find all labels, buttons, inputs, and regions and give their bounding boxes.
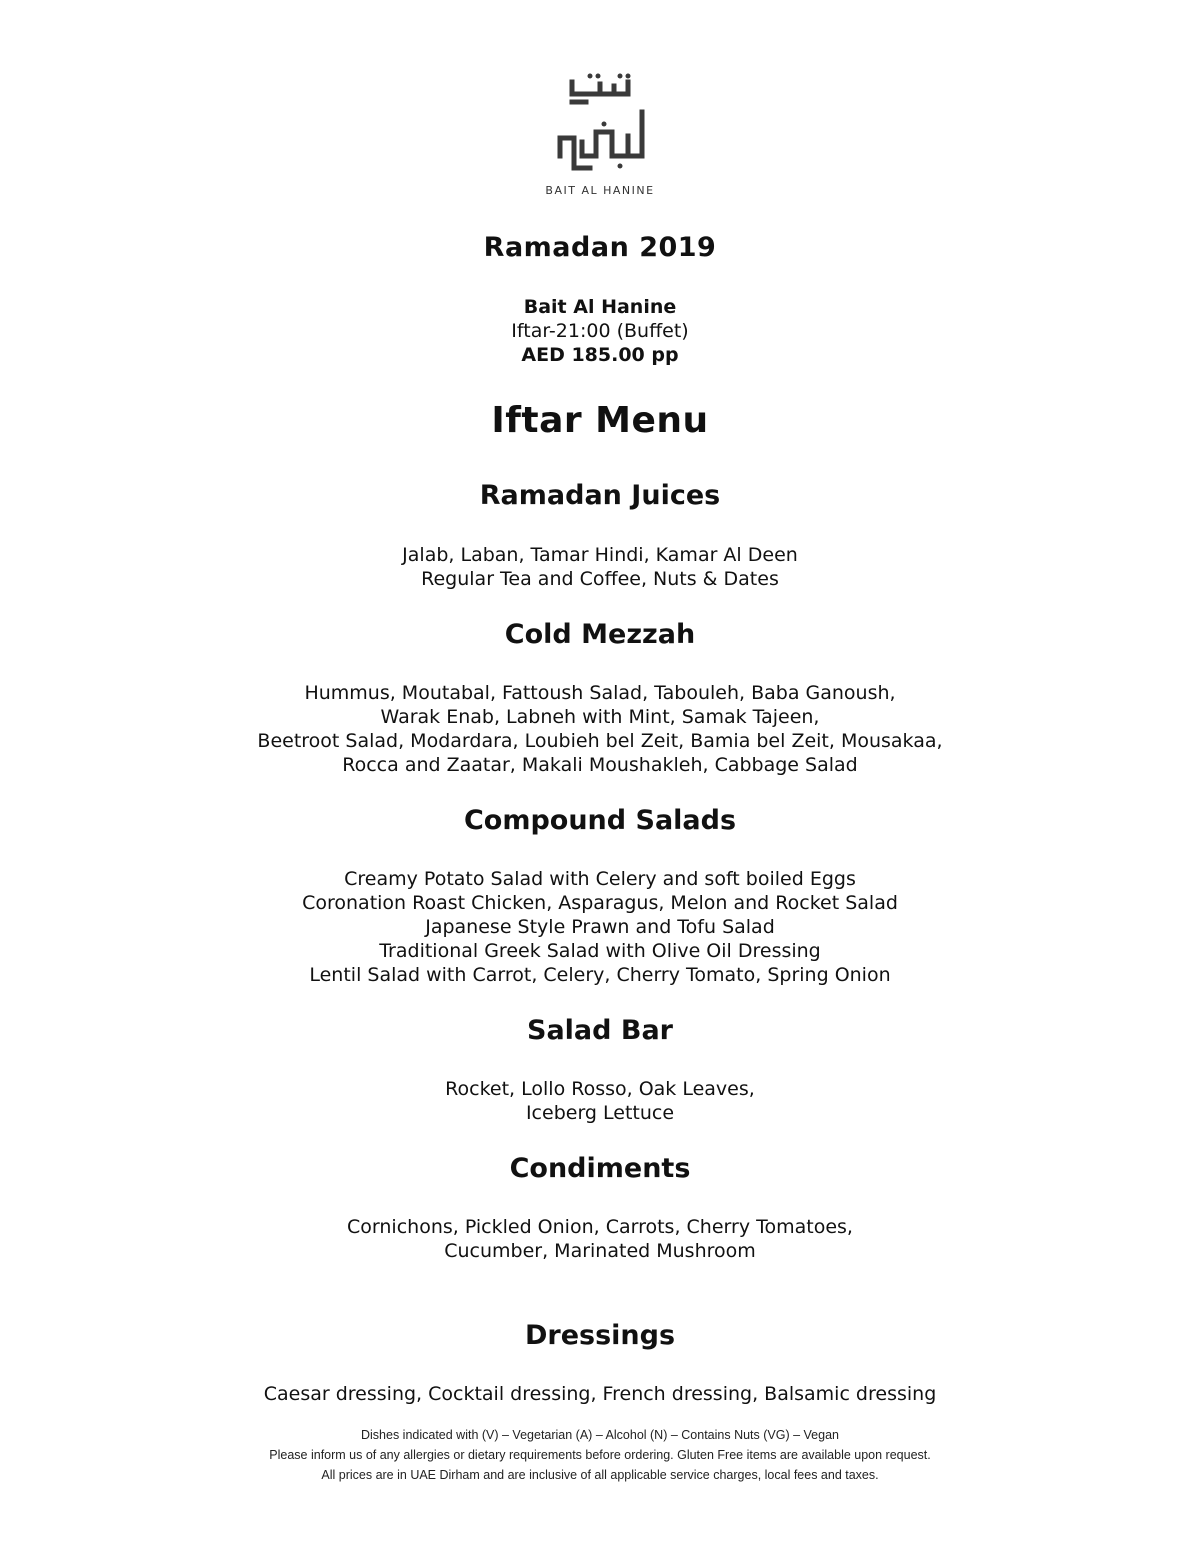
iftar-timing: Iftar-21:00 (Buffet) xyxy=(511,320,689,342)
section-items-condiments xyxy=(0,1215,1200,1263)
menu-line: Lentil Salad with Carrot, Celery, Cherry Tomato, Spring Onion xyxy=(309,964,891,986)
section-title-dressings: Dressings xyxy=(524,1320,676,1351)
section-items-ramadan-juices xyxy=(0,543,1200,591)
menu-line: Cucumber, Marinated Mushroom xyxy=(444,1240,756,1262)
menu-line: Iceberg Lettuce xyxy=(525,1102,675,1124)
brand-name: BAIT AL HANINE xyxy=(545,184,655,197)
section-items-salad-bar xyxy=(0,1077,1200,1125)
menu-line: Jalab, Laban, Tamar Hindi, Kamar Al Deen xyxy=(402,544,798,566)
menu-title: Iftar Menu xyxy=(491,400,709,441)
menu-line: Beetroot Salad, Modardara, Loubieh bel Zeit, Bamia bel Zeit, Mousakaa, xyxy=(257,730,943,752)
footer-notes xyxy=(0,1425,1200,1485)
bait-al-hanine-logo-icon xyxy=(530,72,670,182)
menu-line: Japanese Style Prawn and Tofu Salad xyxy=(425,916,775,938)
price-per-person: AED 185.00 pp xyxy=(521,344,679,366)
page-title: Ramadan 2019 xyxy=(483,232,717,263)
price-note: All prices are in UAE Dirham and are inclusive of all applicable service charges, local fees and taxes. xyxy=(321,1468,879,1482)
section-title-compound-salads: Compound Salads xyxy=(463,805,737,836)
menu-line: Cornichons, Pickled Onion, Carrots, Cherry Tomatoes, xyxy=(347,1216,853,1238)
allergy-note: Please inform us of any allergies or dietary requirements before ordering. Gluten Free items are available upon request. xyxy=(269,1448,931,1462)
venue-name: Bait Al Hanine xyxy=(523,296,677,318)
section-title-cold-mezzah: Cold Mezzah xyxy=(504,619,696,650)
menu-line: Caesar dressing, Cocktail dressing, French dressing, Balsamic dressing xyxy=(263,1383,937,1405)
section-title-condiments: Condiments xyxy=(509,1153,691,1184)
menu-line: Traditional Greek Salad with Olive Oil Dressing xyxy=(379,940,821,962)
menu-line: Warak Enab, Labneh with Mint, Samak Tajeen, xyxy=(380,706,820,728)
menu-line: Creamy Potato Salad with Celery and soft boiled Eggs xyxy=(344,868,856,890)
section-items-dressings xyxy=(0,1382,1200,1406)
menu-line: Rocca and Zaatar, Makali Moushakleh, Cabbage Salad xyxy=(342,754,858,776)
logo xyxy=(500,72,700,202)
menu-line: Regular Tea and Coffee, Nuts & Dates xyxy=(421,568,779,590)
section-title-ramadan-juices: Ramadan Juices xyxy=(479,480,721,511)
section-items-compound-salads xyxy=(0,867,1200,987)
menu-line: Rocket, Lollo Rosso, Oak Leaves, xyxy=(445,1078,755,1100)
menu-line: Coronation Roast Chicken, Asparagus, Melon and Rocket Salad xyxy=(302,892,898,914)
section-items-cold-mezzah xyxy=(0,681,1200,777)
section-title-salad-bar: Salad Bar xyxy=(527,1015,673,1046)
menu-line: Hummus, Moutabal, Fattoush Salad, Tabouleh, Baba Ganoush, xyxy=(304,682,896,704)
dietary-legend: Dishes indicated with (V) – Vegetarian (A) – Alcohol (N) – Contains Nuts (VG) – Vegan xyxy=(360,1428,839,1442)
